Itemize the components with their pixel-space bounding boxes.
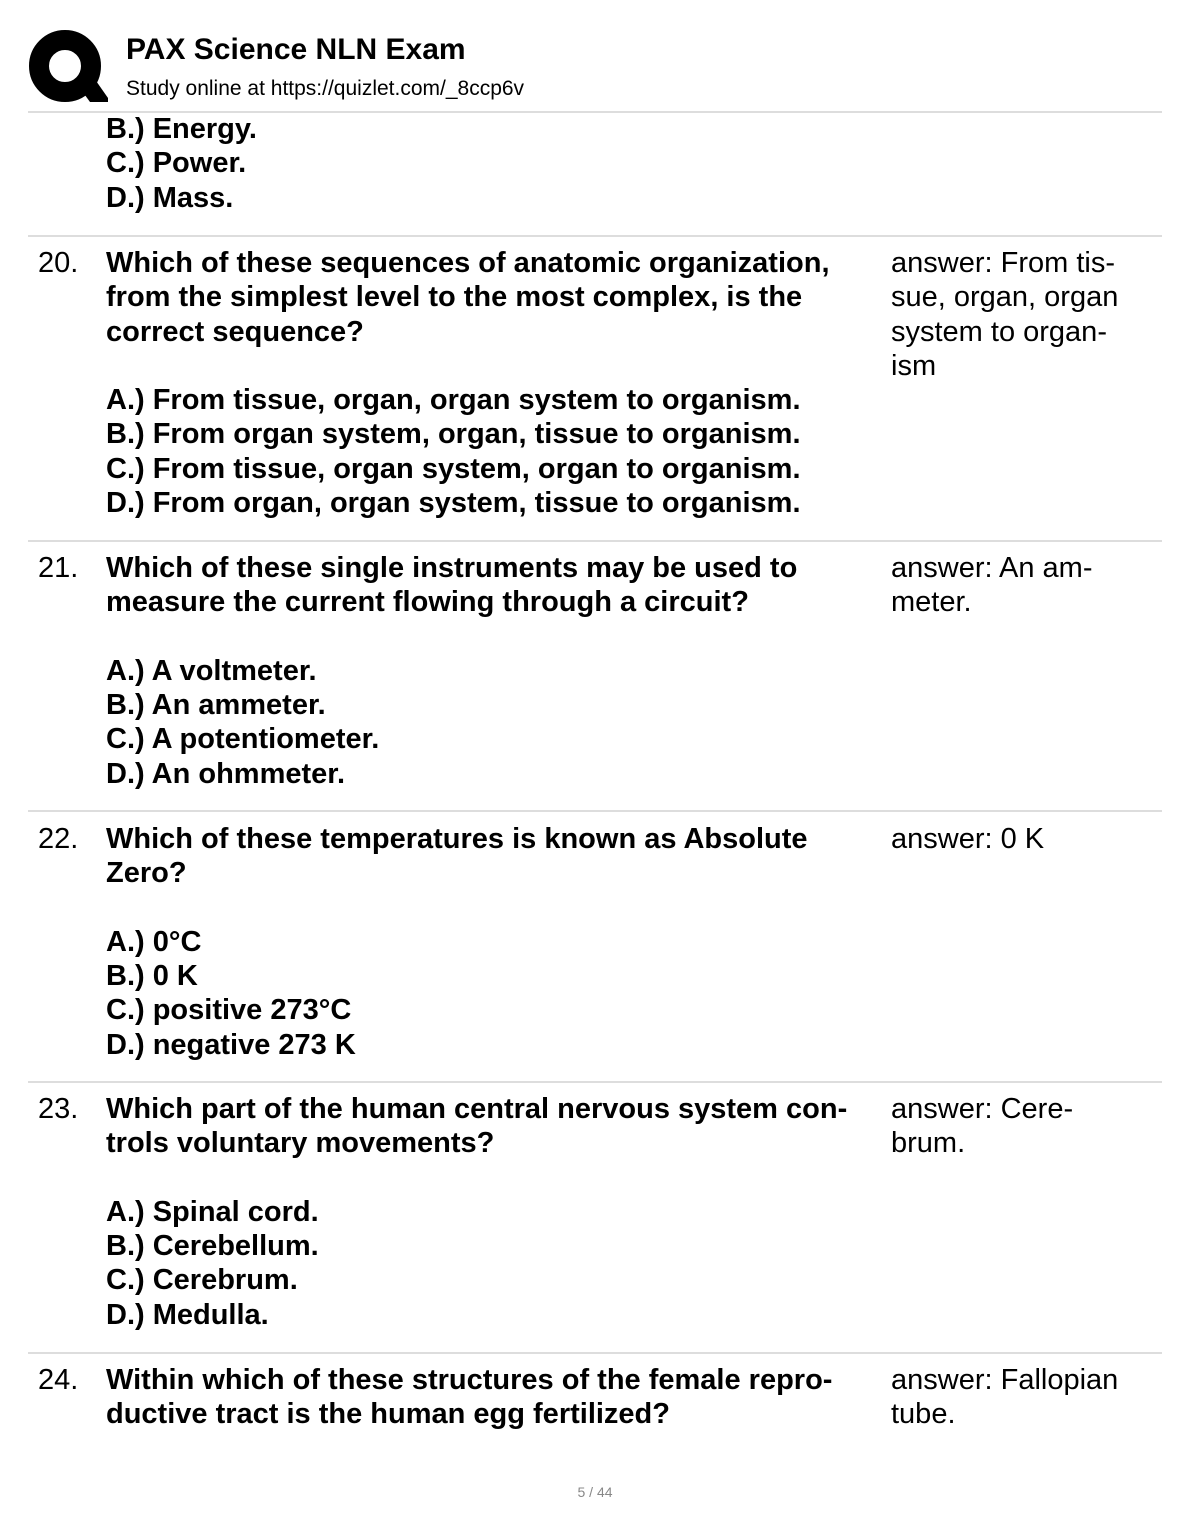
- question-text: [106, 1092, 886, 1332]
- option-line: B.) From organ system, organ, tissue to organism.: [106, 418, 801, 451]
- question-line: trols voluntary movements?: [106, 1127, 495, 1160]
- option-line: B.) Cerebellum.: [106, 1230, 319, 1263]
- option-line: D.) negative 273 K: [106, 1028, 356, 1061]
- answer-text: [891, 246, 1151, 383]
- page-header: [0, 0, 1190, 112]
- answer-text: [891, 822, 1151, 856]
- answer-options: [106, 925, 886, 1062]
- document-title: PAX Science NLN Exam: [126, 33, 466, 66]
- answer-text: [891, 1363, 1151, 1432]
- question-line: Which of these temperatures is known as Absolute: [106, 823, 808, 855]
- page-number: 5 / 44: [577, 1484, 613, 1500]
- question-text: [106, 246, 886, 520]
- answer-text: [891, 1092, 1151, 1161]
- option-line: D.) Medulla.: [106, 1298, 269, 1331]
- option-line: B.) An ammeter.: [106, 689, 326, 722]
- question-line: Which part of the human central nervous system con-: [106, 1093, 848, 1125]
- option-line: A.) A voltmeter.: [106, 654, 317, 687]
- option-line: B.) 0 K: [106, 960, 198, 993]
- question-text: [106, 551, 886, 791]
- question-line: Which of these sequences of anatomic organization,: [106, 247, 830, 279]
- question-number: 24.: [38, 1364, 79, 1396]
- answer-options: [106, 1195, 886, 1332]
- entry-divider: [28, 1352, 1162, 1354]
- option-line: D.) An ohmmeter.: [106, 757, 346, 790]
- answer-line: brum.: [891, 1127, 966, 1160]
- answer-line: sue, organ, organ: [891, 281, 1119, 314]
- option-line: C.) A potentiometer.: [106, 723, 380, 756]
- question-number: 20.: [38, 247, 79, 279]
- answer-options: [106, 383, 886, 520]
- answer-line: system to organ-: [891, 315, 1107, 348]
- answer-line: answer: From tis-: [891, 247, 1115, 279]
- carryover-options: [106, 112, 257, 215]
- answer-line: tube.: [891, 1398, 956, 1431]
- quizlet-logo-icon: [28, 28, 108, 108]
- entry-divider: [28, 235, 1162, 237]
- answer-text: [891, 551, 1151, 620]
- question-number: 23.: [38, 1093, 79, 1125]
- question-line: ductive tract is the human egg fertilized?: [106, 1398, 670, 1431]
- question-number: 21.: [38, 552, 79, 584]
- answer-line: answer: 0 K: [891, 823, 1045, 855]
- answer-line: answer: An am-: [891, 552, 1093, 584]
- answer-line: ism: [891, 349, 937, 382]
- entry-divider: [28, 1081, 1162, 1083]
- question-line: Within which of these structures of the female repro-: [106, 1364, 833, 1396]
- study-link[interactable]: Study online at https://quizlet.com/_8ccp6v: [126, 77, 525, 100]
- option-line: C.) Power.: [106, 147, 247, 180]
- entry-divider: [28, 540, 1162, 542]
- option-line: A.) 0°C: [106, 925, 202, 958]
- question-text: [106, 1363, 886, 1432]
- answer-line: answer: Cere-: [891, 1093, 1074, 1125]
- option-line: C.) positive 273°C: [106, 994, 352, 1027]
- option-line: C.) From tissue, organ system, organ to organism.: [106, 452, 801, 485]
- question-line: Zero?: [106, 857, 187, 890]
- option-line: A.) Spinal cord.: [106, 1195, 319, 1228]
- question-line: correct sequence?: [106, 315, 364, 348]
- question-text: [106, 822, 886, 1062]
- answer-line: meter.: [891, 586, 972, 619]
- entry-divider: [28, 810, 1162, 812]
- question-line: Which of these single instruments may be used to: [106, 552, 798, 584]
- option-line: A.) From tissue, organ, organ system to organism.: [106, 384, 801, 417]
- option-line: B.) Energy.: [106, 113, 257, 145]
- option-line: D.) From organ, organ system, tissue to organism.: [106, 487, 801, 520]
- answer-line: answer: Fallopian: [891, 1364, 1119, 1396]
- option-line: D.) Mass.: [106, 181, 234, 214]
- question-line: measure the current flowing through a circuit?: [106, 586, 749, 619]
- option-line: C.) Cerebrum.: [106, 1264, 298, 1297]
- question-line: from the simplest level to the most complex, is the: [106, 281, 803, 314]
- question-number: 22.: [38, 823, 79, 855]
- answer-options: [106, 654, 886, 791]
